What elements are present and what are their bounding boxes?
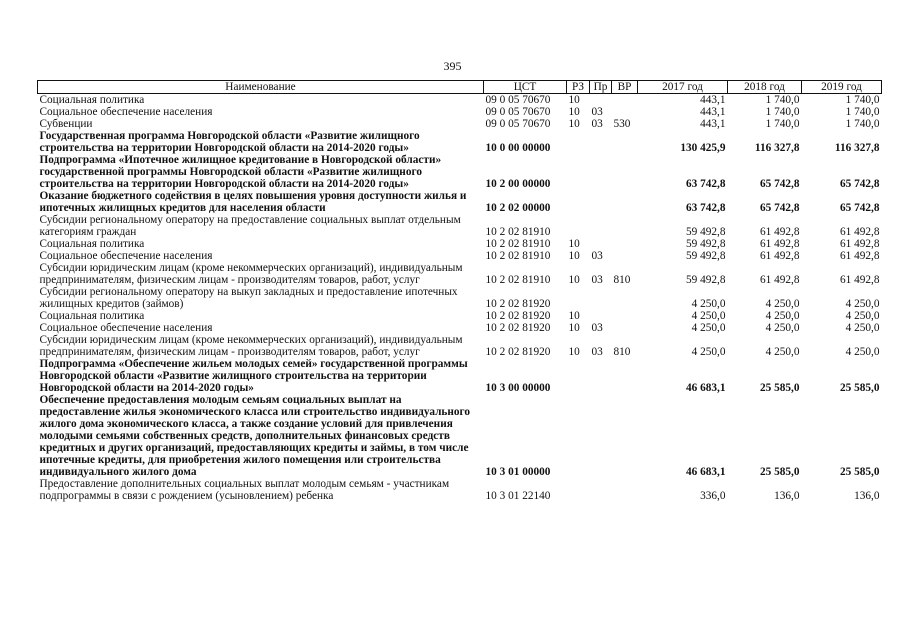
row-cst: 10 2 02 81920 <box>485 346 551 358</box>
row-value-2018: 1 740,0 <box>765 94 800 106</box>
row-vr: 810 <box>613 346 631 358</box>
row-vr <box>612 94 638 107</box>
row-value-2017: 63 742,8 <box>685 178 726 190</box>
table-row <box>38 250 882 262</box>
row-value-2018: 4 250,0 <box>765 310 800 322</box>
row-cst: 10 2 02 81920 <box>485 322 551 334</box>
row-rz: 10 <box>568 346 580 358</box>
row-rz: 10 <box>568 94 580 106</box>
row-pr <box>590 190 612 214</box>
row-cst: 10 2 02 81910 <box>485 274 551 286</box>
row-cst: 10 2 02 81920 <box>485 310 551 322</box>
row-name: Подпрограмма «Обеспечение жильем молодых семей» государственной программы Новгородской области «Развитие жилищного строительства на территории Новгородской области на 2014-2020 годы» <box>39 358 468 394</box>
row-pr <box>590 478 612 502</box>
row-value-2018: 1 740,0 <box>765 106 800 118</box>
row-pr: 03 <box>591 322 603 334</box>
row-value-2019: 61 492,8 <box>839 250 880 262</box>
table-row <box>38 286 882 310</box>
header-cst: ЦСТ <box>484 81 567 94</box>
table-row <box>38 94 882 107</box>
row-value-2019: 4 250,0 <box>845 322 880 334</box>
row-rz: 10 <box>568 238 580 250</box>
row-cst: 10 2 02 81920 <box>485 298 551 310</box>
row-value-2018: 61 492,8 <box>759 274 800 286</box>
row-value-2017: 4 250,0 <box>691 310 726 322</box>
row-name: Субсидии юридическим лицам (кроме некоммерческих организаций), индивидуальным предпринимателям, физическим лицам - производителям товаров, работ, услуг <box>39 334 463 358</box>
row-value-2019: 61 492,8 <box>839 238 880 250</box>
header-2019: 2019 год <box>802 81 882 94</box>
table-row <box>38 190 882 214</box>
table-row <box>38 130 882 154</box>
header-vr: ВР <box>612 81 638 94</box>
row-rz <box>567 286 590 310</box>
row-vr: 530 <box>613 118 631 130</box>
table-row <box>38 358 882 394</box>
row-pr <box>590 130 612 154</box>
row-name: Оказание бюджетного содействия в целях повышения уровня доступности жилья и ипотечных жилищных кредитов для населения области <box>39 190 467 214</box>
row-cst: 10 0 00 00000 <box>485 142 551 154</box>
row-value-2017: 443,1 <box>700 118 726 130</box>
row-vr <box>612 478 638 502</box>
row-name: Социальное обеспечение населения <box>39 106 213 118</box>
row-rz <box>567 154 590 190</box>
row-cst: 09 0 05 70670 <box>485 94 551 106</box>
row-rz: 10 <box>568 322 580 334</box>
row-value-2017: 4 250,0 <box>691 298 726 310</box>
row-value-2019: 25 585,0 <box>839 382 880 394</box>
row-name: Субвенции <box>39 118 93 130</box>
row-pr: 03 <box>591 250 603 262</box>
row-value-2019: 4 250,0 <box>845 346 880 358</box>
row-cst: 09 0 05 70670 <box>485 118 551 130</box>
row-value-2018: 4 250,0 <box>765 322 800 334</box>
row-value-2019: 65 742,8 <box>839 202 880 214</box>
budget-table <box>37 80 882 502</box>
row-value-2019: 1 740,0 <box>845 94 880 106</box>
row-rz <box>567 130 590 154</box>
row-pr <box>590 154 612 190</box>
row-value-2019: 4 250,0 <box>845 310 880 322</box>
row-rz <box>567 394 590 478</box>
row-value-2017: 46 683,1 <box>685 382 726 394</box>
row-value-2017: 59 492,8 <box>685 274 726 286</box>
row-pr: 03 <box>591 118 603 130</box>
row-pr: 03 <box>591 346 603 358</box>
row-value-2018: 25 585,0 <box>759 466 800 478</box>
row-name: Обеспечение предоставления молодым семьям социальных выплат на предоставление жилья экономического класса или строительство индивидуального жилого дома экономического класса, а также создание условий для привлечения молодыми семьями собственных средств, дополнительных финансовых средств кредитных и других организаций, предоставляющих кредиты и займы, в том числе ипотечные кредиты, для приобретения жилого помещения или строительства индивидуального жилого дома <box>39 394 471 478</box>
row-value-2018: 116 327,8 <box>754 142 800 154</box>
header-2017: 2017 год <box>638 81 728 94</box>
row-vr: 810 <box>613 274 631 286</box>
row-name: Субсидии региональному оператору на предоставление социальных выплат отдельным категориям граждан <box>39 214 461 238</box>
row-value-2018: 1 740,0 <box>765 118 800 130</box>
row-vr <box>612 154 638 190</box>
header-2018: 2018 год <box>728 81 802 94</box>
row-value-2017: 443,1 <box>700 106 726 118</box>
row-cst: 10 3 01 22140 <box>485 490 551 502</box>
row-rz <box>567 214 590 238</box>
row-rz: 10 <box>568 250 580 262</box>
row-vr <box>612 250 638 262</box>
row-pr <box>590 286 612 310</box>
table-row <box>38 322 882 334</box>
table-row <box>38 106 882 118</box>
row-value-2017: 130 425,9 <box>680 142 726 154</box>
row-name: Субсидии юридическим лицам (кроме некоммерческих организаций), индивидуальным предпринимателям, физическим лицам - производителям товаров, работ, услуг <box>39 262 463 286</box>
row-name: Социальная политика <box>39 238 145 250</box>
row-value-2018: 65 742,8 <box>759 202 800 214</box>
row-value-2017: 46 683,1 <box>685 466 726 478</box>
row-value-2017: 59 492,8 <box>685 250 726 262</box>
row-value-2019: 65 742,8 <box>839 178 880 190</box>
row-value-2017: 336,0 <box>700 490 726 502</box>
row-value-2019: 25 585,0 <box>839 466 880 478</box>
row-pr <box>590 214 612 238</box>
table-row <box>38 262 882 286</box>
row-value-2018: 65 742,8 <box>759 178 800 190</box>
row-value-2019: 136,0 <box>854 490 880 502</box>
row-rz <box>567 478 590 502</box>
table-row <box>38 334 882 358</box>
row-value-2019: 116 327,8 <box>834 142 880 154</box>
row-rz: 10 <box>568 118 580 130</box>
row-cst: 10 3 00 00000 <box>485 382 551 394</box>
row-rz: 10 <box>568 106 580 118</box>
table-row <box>38 154 882 190</box>
row-cst: 10 2 02 00000 <box>485 202 551 214</box>
row-vr <box>612 322 638 334</box>
header-name: Наименование <box>38 81 484 94</box>
row-value-2019: 61 492,8 <box>839 226 880 238</box>
row-pr <box>590 394 612 478</box>
row-vr <box>612 106 638 118</box>
row-value-2018: 61 492,8 <box>759 238 800 250</box>
row-rz <box>567 358 590 394</box>
row-value-2018: 25 585,0 <box>759 382 800 394</box>
row-name: Социальная политика <box>39 310 145 322</box>
table-header <box>38 81 882 94</box>
row-name: Предоставление дополнительных социальных выплат молодым семьям - участникам подпрограммы в связи с рождением (усыновлением) ребенка <box>39 478 450 502</box>
table-row <box>38 118 882 130</box>
table-row <box>38 478 882 502</box>
table-row <box>38 310 882 322</box>
row-value-2018: 4 250,0 <box>765 346 800 358</box>
row-value-2017: 4 250,0 <box>691 346 726 358</box>
row-vr <box>612 394 638 478</box>
row-value-2019: 4 250,0 <box>845 298 880 310</box>
row-rz: 10 <box>568 310 580 322</box>
row-value-2019: 61 492,8 <box>839 274 880 286</box>
row-vr <box>612 310 638 322</box>
row-pr <box>590 310 612 322</box>
table-row <box>38 394 882 478</box>
row-name: Субсидии региональному оператору на выкуп закладных и предоставление ипотечных жилищных кредитов (займов) <box>39 286 458 310</box>
row-value-2017: 4 250,0 <box>691 322 726 334</box>
row-value-2017: 59 492,8 <box>685 226 726 238</box>
row-value-2017: 63 742,8 <box>685 202 726 214</box>
header-rz: РЗ <box>567 81 590 94</box>
row-cst: 10 2 02 81910 <box>485 226 551 238</box>
row-name: Социальное обеспечение населения <box>39 250 213 262</box>
row-pr <box>590 238 612 250</box>
row-value-2018: 61 492,8 <box>759 226 800 238</box>
row-value-2017: 443,1 <box>700 94 726 106</box>
row-name: Социальное обеспечение населения <box>39 322 213 334</box>
header-pr: Пр <box>590 81 612 94</box>
row-rz <box>567 190 590 214</box>
row-value-2018: 61 492,8 <box>759 250 800 262</box>
row-vr <box>612 190 638 214</box>
row-vr <box>612 238 638 250</box>
row-value-2019: 1 740,0 <box>845 106 880 118</box>
row-cst: 09 0 05 70670 <box>485 106 551 118</box>
row-name: Государственная программа Новгородской области «Развитие жилищного строительства на территории Новгородской области на 2014-2020 годы» <box>39 130 420 154</box>
page-number: 395 <box>443 59 462 73</box>
row-name: Социальная политика <box>39 94 145 106</box>
row-cst: 10 2 02 81910 <box>485 250 551 262</box>
row-name: Подпрограмма «Ипотечное жилищное кредитование в Новгородской области» государственной программы Новгородской области «Развитие жилищного строительства на территории Новгородской области на 2014-2020 годы» <box>39 154 442 190</box>
row-value-2018: 136,0 <box>774 490 800 502</box>
row-cst: 10 2 00 00000 <box>485 178 551 190</box>
row-pr <box>590 358 612 394</box>
table-row <box>38 214 882 238</box>
table-row <box>38 238 882 250</box>
row-vr <box>612 214 638 238</box>
row-value-2017: 59 492,8 <box>685 238 726 250</box>
row-pr: 03 <box>591 106 603 118</box>
row-value-2018: 4 250,0 <box>765 298 800 310</box>
row-vr <box>612 286 638 310</box>
row-pr: 03 <box>591 274 603 286</box>
row-pr <box>590 94 612 107</box>
row-cst: 10 2 02 81910 <box>485 238 551 250</box>
row-vr <box>612 358 638 394</box>
table-body <box>38 94 882 503</box>
row-cst: 10 3 01 00000 <box>485 466 551 478</box>
row-vr <box>612 130 638 154</box>
row-value-2019: 1 740,0 <box>845 118 880 130</box>
row-rz: 10 <box>568 274 580 286</box>
